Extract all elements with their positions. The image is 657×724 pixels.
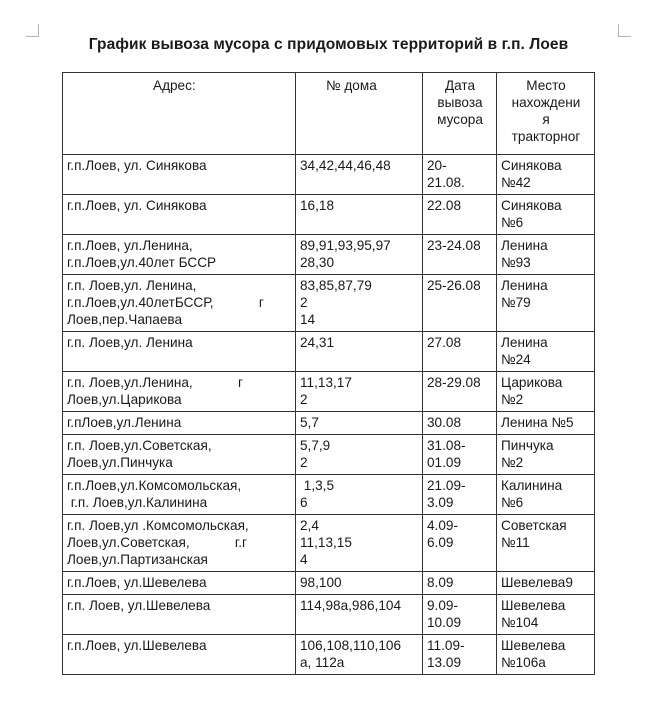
cell-house: 83,85,87,79 2 14	[296, 275, 423, 332]
cell-place: Ленина №93	[497, 235, 595, 275]
table-row	[63, 235, 595, 275]
table-row	[63, 195, 595, 235]
cell-house: 98,100	[296, 572, 423, 595]
table-row	[63, 435, 595, 475]
cell-place: Советская №11	[497, 515, 595, 572]
table-header-row	[63, 73, 595, 155]
cell-house: 16,18	[296, 195, 423, 235]
cell-house: 11,13,17 2	[296, 372, 423, 412]
cell-date: 11.09- 13.09	[423, 635, 497, 675]
table-row	[63, 155, 595, 195]
cell-house: 89,91,93,95,97 28,30	[296, 235, 423, 275]
cell-address: г.п. Лоев,ул.Советская, Лоев,ул.Пинчука	[63, 435, 296, 475]
cell-address: г.пЛоев,ул.Ленина	[63, 412, 296, 435]
table-row	[63, 572, 595, 595]
cell-place: Шевелева №104	[497, 595, 595, 635]
header-address: Адрес:	[63, 73, 296, 155]
cell-address: г.п.Лоев, ул.Шевелева	[63, 572, 296, 595]
cell-date: 28-29.08	[423, 372, 497, 412]
cell-place: Синякова №42	[497, 155, 595, 195]
cell-address: г.п.Лоев, ул.Шевелева	[63, 635, 296, 675]
table-row	[63, 515, 595, 572]
cell-date: 21.09- 3.09	[423, 475, 497, 515]
header-place: Место нахождени я тракторног	[497, 73, 595, 155]
cell-place: Шевелева №106а	[497, 635, 595, 675]
header-date: Дата вывоза мусора	[423, 73, 497, 155]
schedule-table	[62, 72, 595, 675]
cell-house: 2,4 11,13,15 4	[296, 515, 423, 572]
cell-place: Шевелева9	[497, 572, 595, 595]
cell-place: Калинина №6	[497, 475, 595, 515]
cell-house: 114,98а,986,104	[296, 595, 423, 635]
cell-date: 30.08	[423, 412, 497, 435]
table-row	[63, 595, 595, 635]
cell-address: г.п.Лоев,ул.Комсомольская, г.п. Лоев,ул.Калинина	[63, 475, 296, 515]
cell-date: 8.09	[423, 572, 497, 595]
cell-date: 23-24.08	[423, 235, 497, 275]
cell-address: г.п. Лоев,ул .Комсомольская, Лоев,ул.Советская, г.г Лоев,ул.Партизанская	[63, 515, 296, 572]
cell-date: 31.08- 01.09	[423, 435, 497, 475]
cell-date: 9.09- 10.09	[423, 595, 497, 635]
table-row	[63, 275, 595, 332]
cell-address: г.п. Лоев,ул.Ленина, г Лоев,ул.Царикова	[63, 372, 296, 412]
cell-date: 25-26.08	[423, 275, 497, 332]
cell-address: г.п.Лоев, ул. Синякова	[63, 195, 296, 235]
cell-place: Царикова №2	[497, 372, 595, 412]
cell-place: Пинчука №2	[497, 435, 595, 475]
cell-date: 27.08	[423, 332, 497, 372]
cell-address: г.п.Лоев, ул.Ленина, г.п.Лоев,ул.40лет БССР	[63, 235, 296, 275]
cell-house: 34,42,44,46,48	[296, 155, 423, 195]
table-row	[63, 635, 595, 675]
table-row	[63, 372, 595, 412]
table-row	[63, 332, 595, 372]
cell-place: Синякова №6	[497, 195, 595, 235]
table-row	[63, 412, 595, 435]
cell-house: 1,3,5 6	[296, 475, 423, 515]
cell-date: 22.08	[423, 195, 497, 235]
cell-place: Ленина №79	[497, 275, 595, 332]
cell-address: г.п. Лоев,ул. Ленина, г.п.Лоев,ул.40летБССР, г Лоев,пер.Чапаева	[63, 275, 296, 332]
cell-address: г.п.Лоев, ул. Синякова	[63, 155, 296, 195]
cell-address: г.п. Лоев, ул.Шевелева	[63, 595, 296, 635]
cell-date: 4.09- 6.09	[423, 515, 497, 572]
cell-house: 5,7	[296, 412, 423, 435]
document-title: График вывоза мусора с придомовых территорий в г.п. Лоев	[88, 36, 569, 53]
cell-house: 24,31	[296, 332, 423, 372]
cell-house: 106,108,110,106 а, 112а	[296, 635, 423, 675]
cell-address: г.п. Лоев,ул. Ленина	[63, 332, 296, 372]
cell-place: Ленина №5	[497, 412, 595, 435]
cell-place: Ленина №24	[497, 332, 595, 372]
header-house: № дома	[296, 73, 423, 155]
table-row	[63, 475, 595, 515]
cell-house: 5,7,9 2	[296, 435, 423, 475]
cell-date: 20- 21.08.	[423, 155, 497, 195]
